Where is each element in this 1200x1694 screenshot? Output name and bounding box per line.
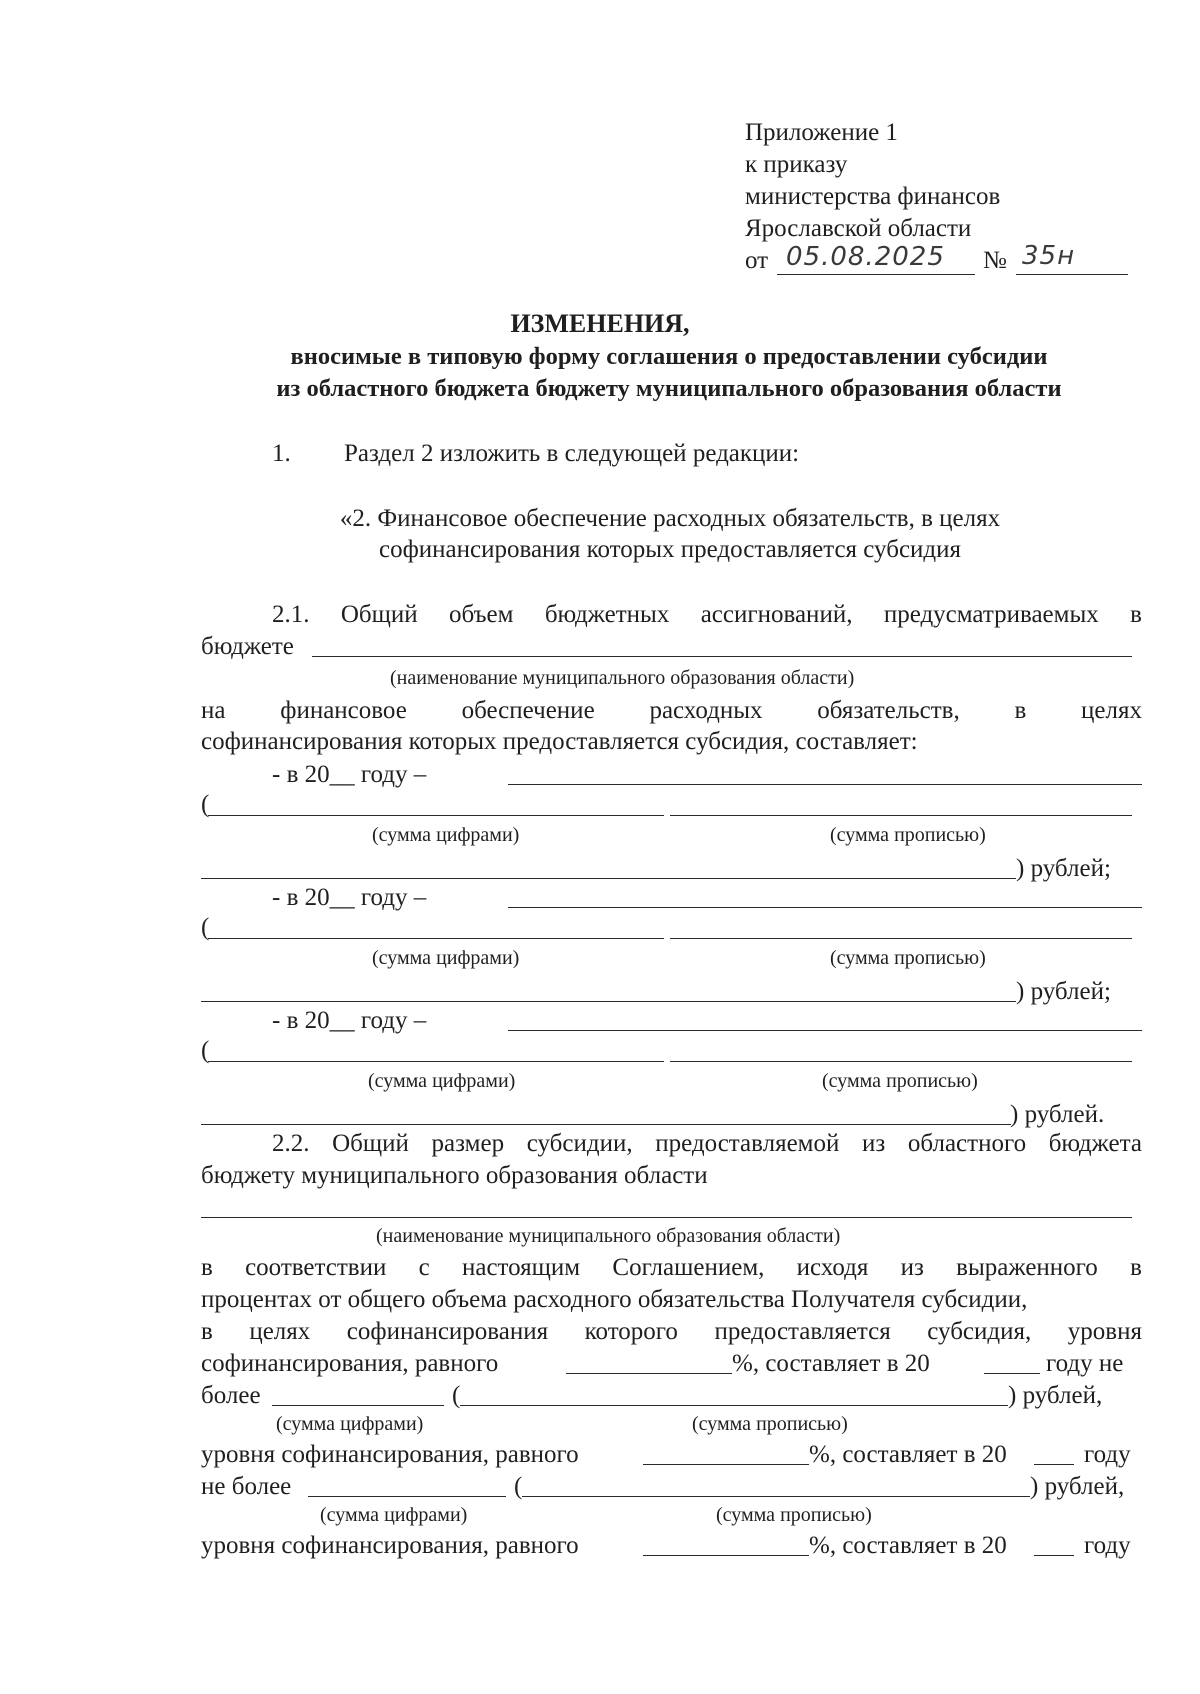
word: обеспечение xyxy=(461,697,595,724)
word: субсидия, xyxy=(927,1318,1032,1345)
document-subtitle-2: из областного бюджета бюджету муниципального образования области xyxy=(276,375,1062,402)
word: в xyxy=(201,1254,213,1281)
word: Общий xyxy=(332,1130,409,1157)
year-1-caption-words: (сумма прописью) xyxy=(830,824,986,846)
appendix-line-3: министерства финансов xyxy=(745,183,1001,210)
year-2-line-c xyxy=(201,1001,1016,1002)
year-1-line-c xyxy=(201,878,1016,879)
p22-line-9-b: ( xyxy=(514,1473,523,1500)
word: предоставляемой xyxy=(655,1130,840,1157)
year-field-1 xyxy=(984,1373,1040,1374)
cofinancing-percent-field-1 xyxy=(566,1373,732,1374)
word: областного xyxy=(907,1130,1027,1157)
p22-caption-digits-1: (сумма цифрами) xyxy=(276,1413,424,1435)
p21-line-2: бюджете xyxy=(201,633,294,660)
year-1-paren: ( xyxy=(201,791,210,818)
word: в xyxy=(1130,1254,1142,1281)
word: уровня xyxy=(1067,1318,1142,1345)
word: целях xyxy=(1081,697,1142,724)
municipality-name-field-2 xyxy=(201,1217,1132,1218)
word: выраженного xyxy=(956,1254,1098,1281)
number-underline xyxy=(1016,274,1128,275)
word: ассигнований, xyxy=(700,601,853,628)
p22-line-6-c: году не xyxy=(1046,1350,1124,1377)
year-1-caption-digits: (сумма цифрами) xyxy=(372,824,520,846)
appendix-line-1: Приложение 1 xyxy=(745,119,898,146)
word: бюджетных xyxy=(544,601,670,628)
word: 2.2. xyxy=(272,1130,310,1157)
year-2-paren: ( xyxy=(201,914,210,941)
word: расходных xyxy=(649,697,763,724)
handwritten-number: 35н xyxy=(1022,241,1076,271)
word: в xyxy=(1014,697,1027,724)
word: предусматриваемых xyxy=(883,601,1099,628)
year-field-2 xyxy=(1034,1464,1074,1465)
document-subtitle-1: вносимые в типовую форму соглашения о предоставлении субсидии xyxy=(290,343,1048,370)
p22-line-7-b: ( xyxy=(452,1382,461,1409)
word: из xyxy=(900,1254,924,1281)
word: с xyxy=(418,1254,430,1281)
p22-line-10-b: %, составляет в 20 xyxy=(809,1532,1007,1559)
year-2-caption-digits: (сумма цифрами) xyxy=(372,947,520,969)
p22-line-8-a: уровня софинансирования, равного xyxy=(201,1441,579,1468)
word: соответствии xyxy=(245,1254,387,1281)
document-title: ИЗМЕНЕНИЯ, xyxy=(510,309,690,338)
word: финансовое xyxy=(280,697,407,724)
amount-words-field-1 xyxy=(460,1405,1008,1406)
p22-line-3 xyxy=(201,1255,1142,1280)
appendix-line-2: к приказу xyxy=(745,151,848,178)
number-sign: № xyxy=(983,247,1007,274)
p22-line-1 xyxy=(272,1131,1142,1156)
word: из xyxy=(861,1130,886,1157)
p22-line-9-c: ) рублей, xyxy=(1030,1473,1125,1500)
year-3-line-a xyxy=(508,1030,1142,1031)
word: обязательств, xyxy=(817,697,960,724)
word: размер xyxy=(431,1130,505,1157)
year-1-prefix: - в 20__ году – xyxy=(272,761,427,788)
item-1-text: Раздел 2 изложить в следующей редакции: xyxy=(344,440,800,467)
p22-line-9-a: не более xyxy=(201,1473,292,1500)
year-2-prefix: - в 20__ году – xyxy=(272,884,427,911)
year-3-digits-field xyxy=(208,1061,664,1062)
amount-digits-field-1 xyxy=(272,1405,444,1406)
year-3-caption-words: (сумма прописью) xyxy=(822,1070,978,1092)
section-2-heading-1: «2. Финансовое обеспечение расходных обязательств, в целях xyxy=(339,505,1001,532)
word: настоящим xyxy=(461,1254,581,1281)
p21-caption: (наименование муниципального образования области) xyxy=(390,667,855,689)
p22-caption-words-1: (сумма прописью) xyxy=(692,1413,848,1435)
year-2-caption-words: (сумма прописью) xyxy=(830,947,986,969)
word: в xyxy=(201,1318,213,1345)
amount-digits-field-2 xyxy=(308,1496,506,1497)
p21-line-3 xyxy=(201,698,1142,723)
p22-line-6-b: %, составляет в 20 xyxy=(732,1350,930,1377)
word: предоставляется xyxy=(714,1318,891,1345)
year-3-end: ) рублей. xyxy=(1010,1101,1105,1128)
year-2-words-field xyxy=(670,938,1132,939)
word: которого xyxy=(584,1318,678,1345)
amount-words-field-2 xyxy=(522,1496,1030,1497)
year-2-line-a xyxy=(508,907,1142,908)
p22-line-5 xyxy=(201,1319,1142,1344)
word: на xyxy=(201,697,226,724)
year-1-line-a xyxy=(508,784,1142,785)
word: Общий xyxy=(340,601,418,628)
p21-line-1 xyxy=(272,602,1142,627)
year-3-paren: ( xyxy=(201,1037,210,1064)
appendix-ot-label: от xyxy=(745,247,769,274)
item-1-number: 1. xyxy=(272,440,291,467)
year-2-end: ) рублей; xyxy=(1016,978,1111,1005)
year-field-3 xyxy=(1034,1555,1074,1556)
word: софинансирования xyxy=(346,1318,549,1345)
p22-line-4: процентах от общего объема расходного обязательства Получателя субсидии, xyxy=(201,1286,1028,1313)
p22-line-7-c: ) рублей, xyxy=(1008,1382,1103,1409)
cofinancing-percent-field-3 xyxy=(643,1555,809,1556)
p22-line-10-a: уровня софинансирования, равного xyxy=(201,1532,579,1559)
word: объем xyxy=(449,601,514,628)
word: исходя xyxy=(796,1254,869,1281)
year-1-digits-field xyxy=(208,815,664,816)
p22-line-7-a: более xyxy=(201,1382,261,1409)
word: 2.1. xyxy=(272,601,310,628)
year-3-caption-digits: (сумма цифрами) xyxy=(368,1070,516,1092)
word: бюджета xyxy=(1048,1130,1142,1157)
handwritten-date: 05.08.2025 xyxy=(786,242,945,272)
p22-line-6-a: софинансирования, равного xyxy=(201,1350,499,1377)
year-1-words-field xyxy=(670,815,1132,816)
word: Соглашением, xyxy=(612,1254,765,1281)
p22-line-2: бюджету муниципального образования области xyxy=(201,1162,708,1189)
appendix-line-4: Ярославской области xyxy=(745,215,972,242)
word: субсидии, xyxy=(526,1130,633,1157)
year-3-prefix: - в 20__ году – xyxy=(272,1007,427,1034)
word: в xyxy=(1130,601,1142,628)
year-2-digits-field xyxy=(208,938,664,939)
section-2-heading-2: софинансирования которых предоставляется субсидия xyxy=(378,536,962,563)
word: целях xyxy=(249,1318,311,1345)
p22-line-10-c: году xyxy=(1084,1532,1131,1559)
p22-caption-words-2: (сумма прописью) xyxy=(716,1504,872,1526)
year-3-line-c xyxy=(201,1124,1011,1125)
year-3-words-field xyxy=(670,1061,1132,1062)
p22-line-8-b: %, составляет в 20 xyxy=(809,1441,1007,1468)
municipality-name-field-1 xyxy=(312,656,1132,657)
p22-line-8-c: году xyxy=(1084,1441,1131,1468)
date-underline xyxy=(777,274,975,275)
p21-line-4: софинансирования которых предоставляется субсидия, составляет: xyxy=(201,728,918,755)
year-1-end: ) рублей; xyxy=(1016,855,1111,882)
p22-caption: (наименование муниципального образования области) xyxy=(376,1225,841,1247)
cofinancing-percent-field-2 xyxy=(643,1464,809,1465)
p22-caption-digits-2: (сумма цифрами) xyxy=(320,1504,468,1526)
